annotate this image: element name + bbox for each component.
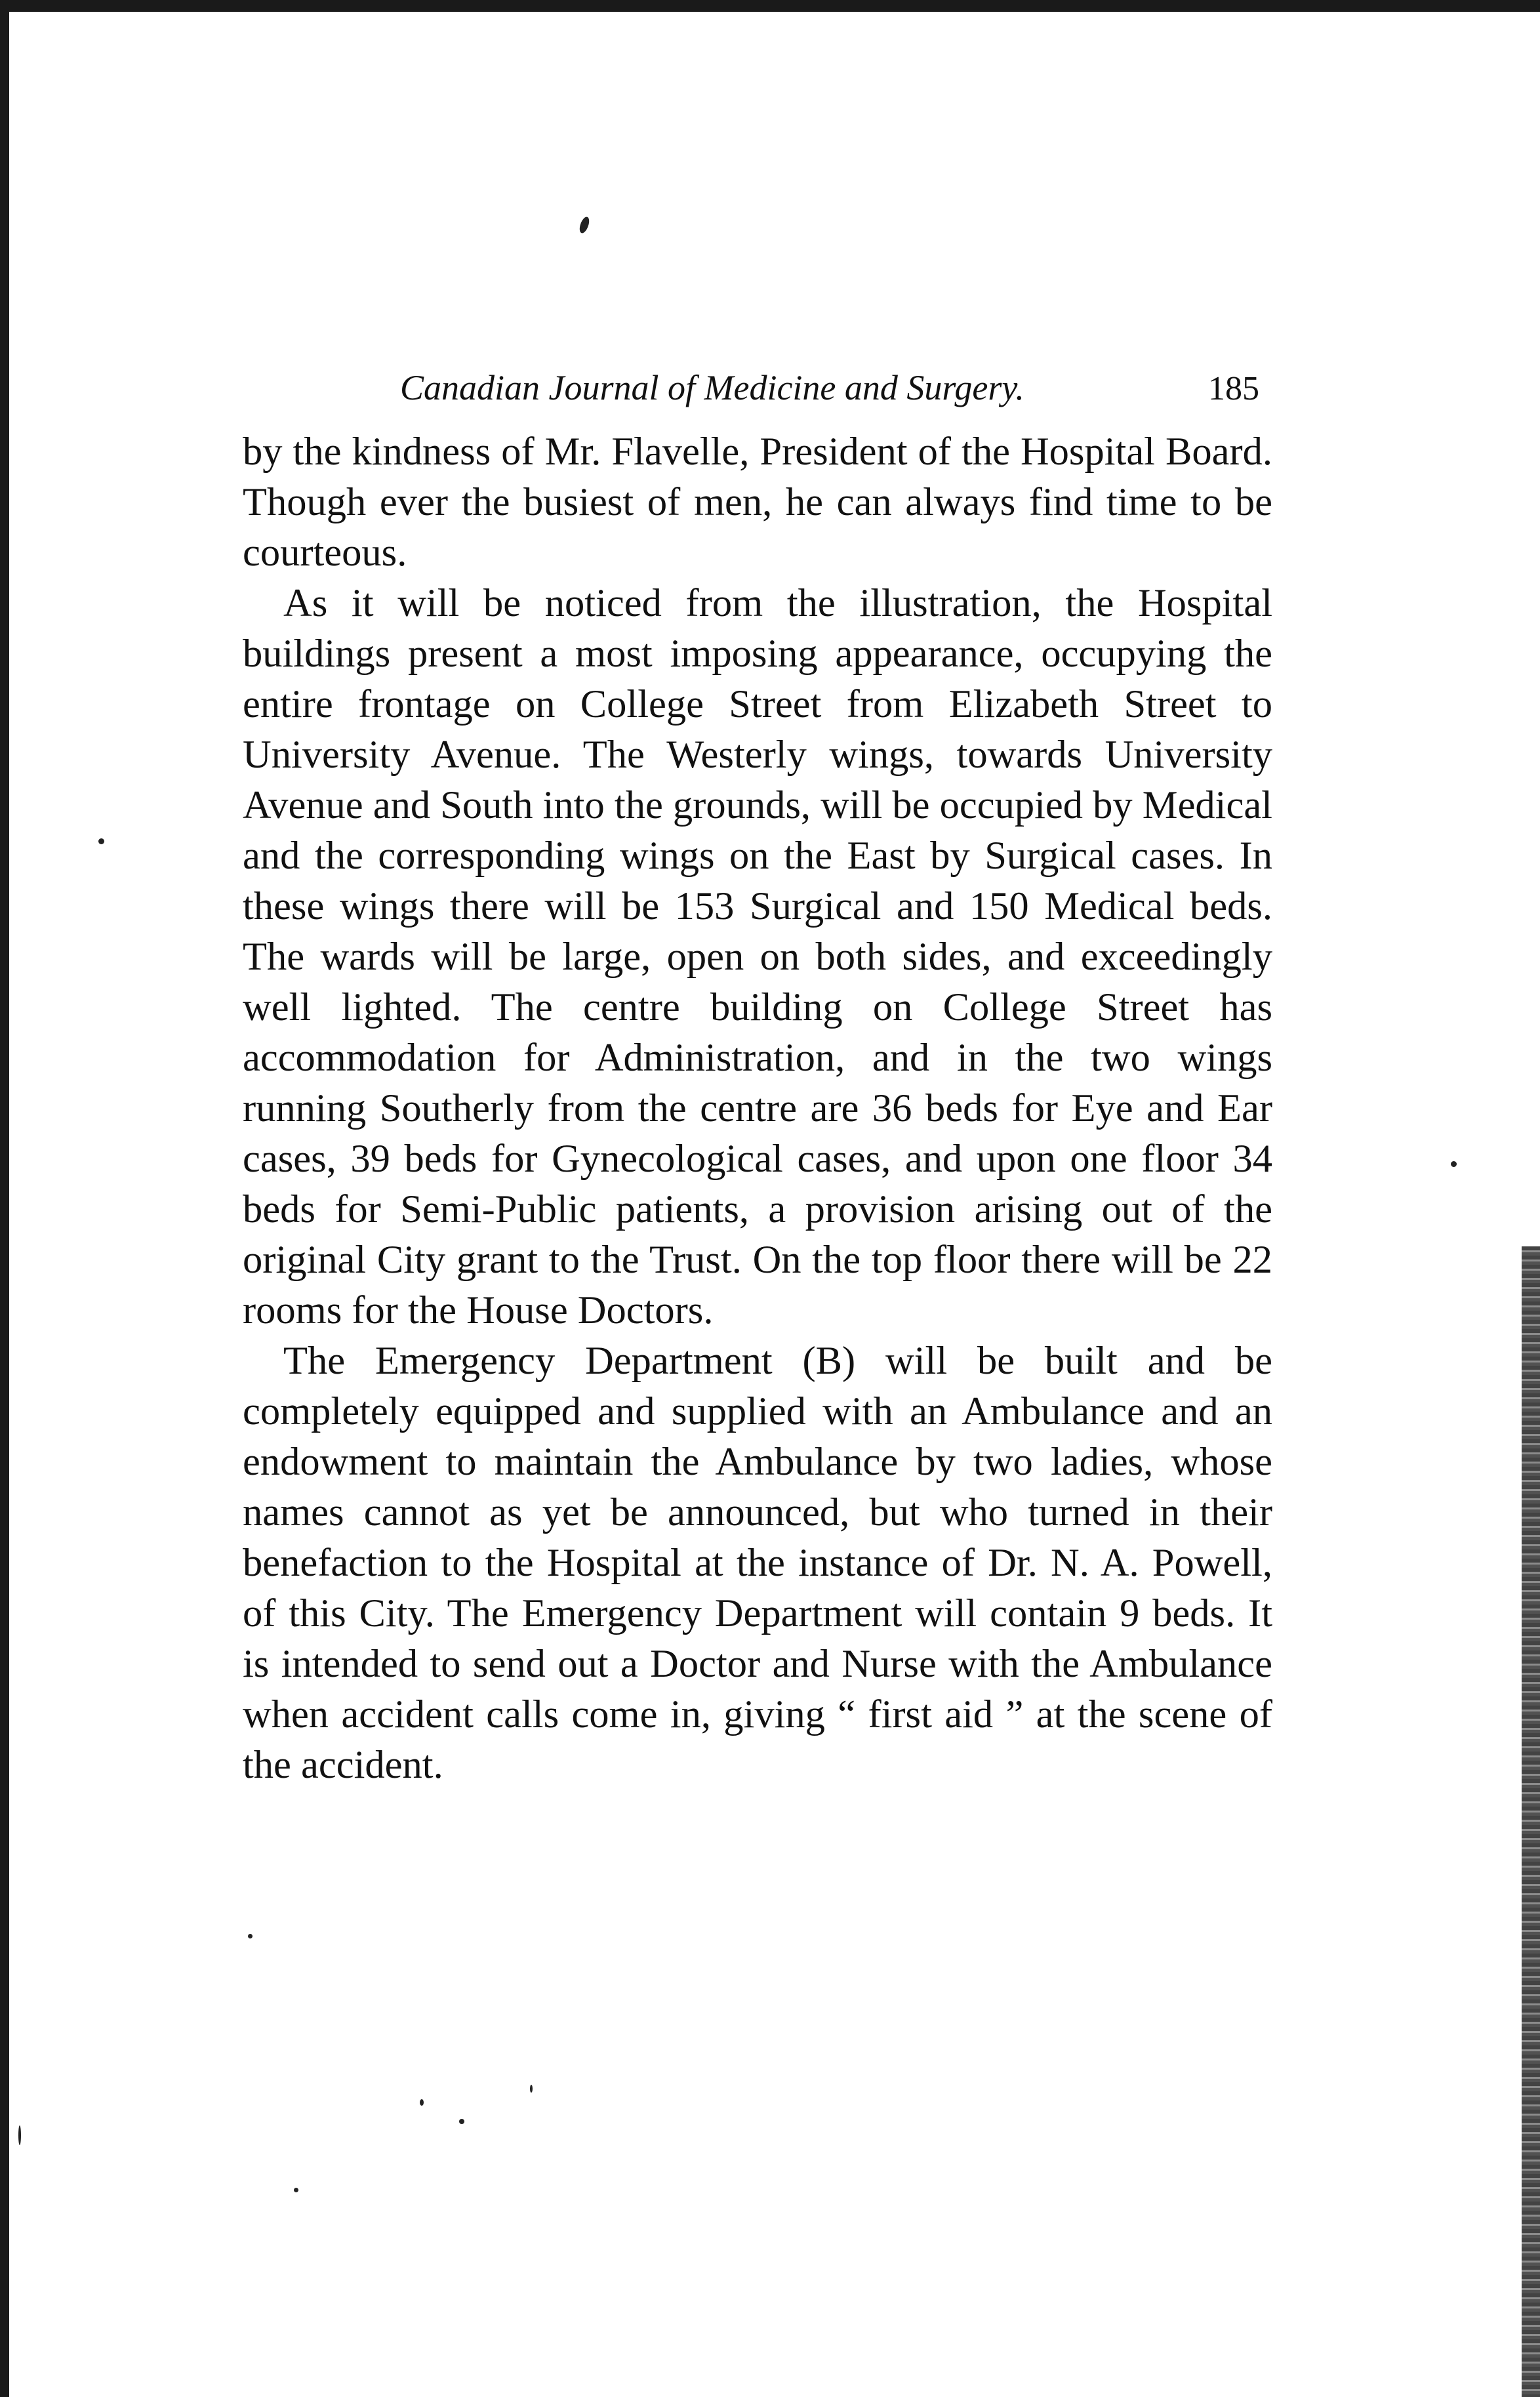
- journal-title: Canadian Journal of Medicine and Surgery.: [400, 368, 1024, 407]
- ink-speck: [294, 2188, 298, 2192]
- scan-border-top: [0, 0, 1540, 12]
- running-head: [243, 367, 1272, 426]
- ink-speck: [1451, 1161, 1457, 1167]
- body-text: [243, 426, 1272, 1790]
- scan-border-left: [0, 0, 9, 2397]
- ink-speck: [530, 2085, 533, 2093]
- ink-speck: [420, 2099, 424, 2106]
- paragraph: The Emergency Department (B) will be built and be completely equipped and supplied with an Ambulance and an endowment to maintain the Ambulance by two ladies, whose names cannot as yet be announced, but who turned in their benefaction to the Hospital at the instance of Dr. N. A. Powell, of this City. The Emergency Department will contain 9 beds. It is intended to send out a Doctor and Nurse with the Ambulance when accident calls come in, giving “ first aid ” at the scene of the accident.: [243, 1339, 1272, 1787]
- scan-border-right: [1522, 1246, 1540, 2397]
- paragraph: As it will be noticed from the illustration, the Hospital buildings present a most imposing appearance, occupying the entire frontage on College Street from Elizabeth Street to University Avenue. The Westerly wings, towards University Avenue and South into the grounds, will be occupied by Medical and the corresponding wings on the East by Surgical cases. In these wings there will be 153 Surgical and 150 Medical beds. The wards will be large, open on both sides, and exceedingly well lighted. The centre building on College Street has accommodation for Administration, and in the two wings running Southerly from the centre are 36 beds for Eye and Ear cases, 39 beds for Gynecological cases, and upon one floor 34 beds for Semi-Public patients, a provision arising out of the original City grant to the Trust. On the top floor there will be 22 rooms for the House Doctors.: [243, 581, 1272, 1332]
- page-number: 185: [1208, 370, 1259, 407]
- ink-speck: [578, 216, 591, 235]
- page-content: [243, 367, 1272, 1790]
- paragraph: by the kindness of Mr. Flavelle, President of the Hospital Board. Though ever the busiest of men, he can always find time to be courteous.: [243, 430, 1272, 575]
- ink-speck: [248, 1934, 253, 1938]
- ink-speck: [18, 2125, 21, 2145]
- ink-speck: [98, 838, 104, 844]
- ink-speck: [459, 2119, 464, 2124]
